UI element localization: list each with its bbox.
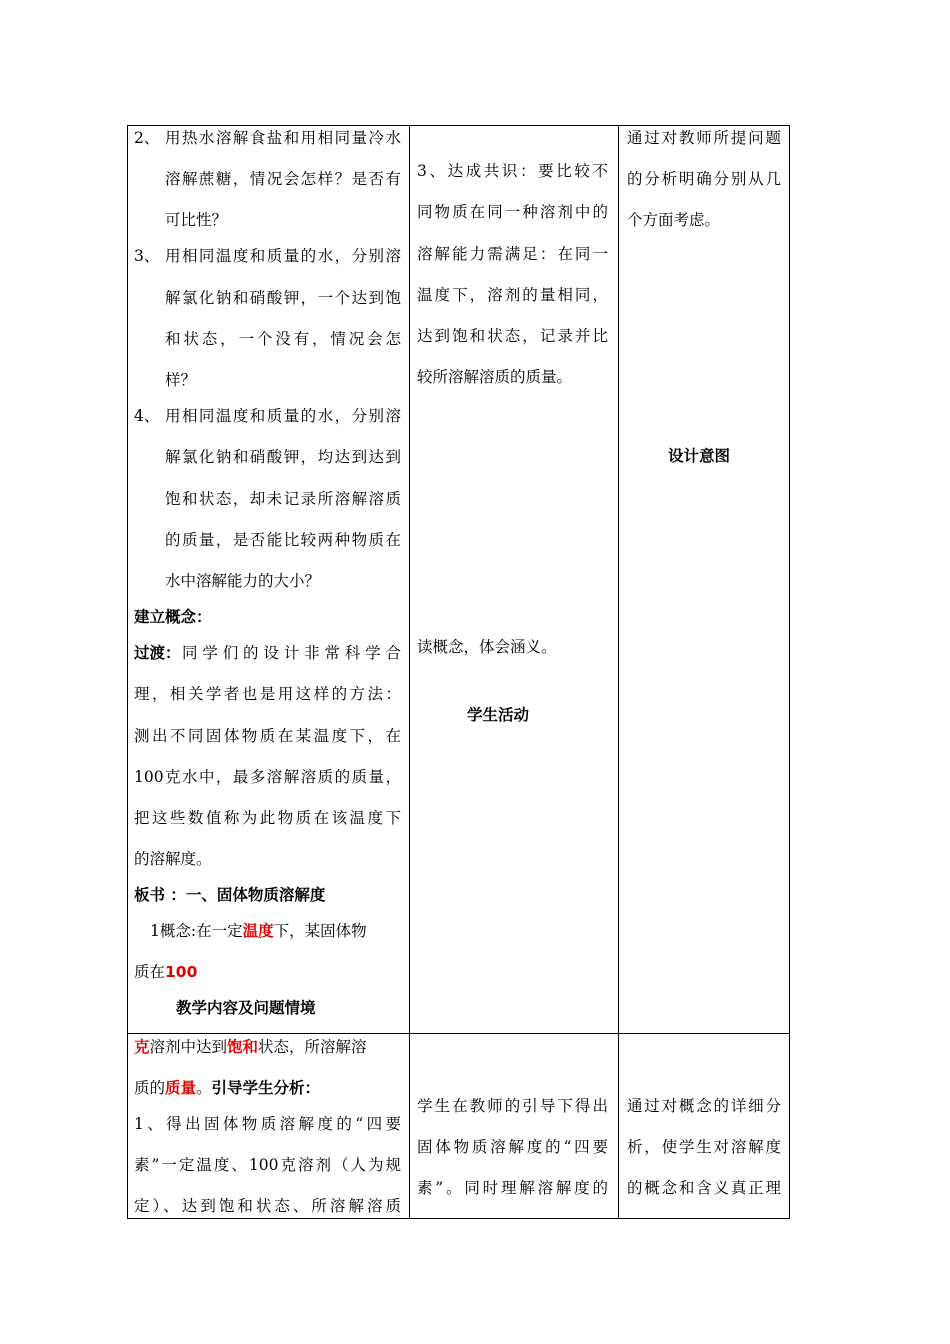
intent-line: 析，使学生对溶解度 [627,1138,781,1156]
q2-line: 用热水溶解食盐和用相同量冷水 [165,129,401,147]
definition-line [150,920,367,942]
content-highlight: 饱和 [227,1038,259,1056]
concept-heading: 建立概念： [134,608,212,626]
transition-line: 的溶解度。 [134,850,212,868]
intent-line: 的分析明确分别从几 [627,170,781,188]
intent-line: 通过对教师所提问题 [627,129,781,147]
column-header-content: 教学内容及问题情境 [176,999,316,1017]
q2-line: 可比性？ [165,211,228,229]
activity-line: 3、达成共识：要比较不 [417,162,608,180]
activity-line: 读概念，体会涵义。 [417,638,557,656]
activity-line: 温度下，溶剂的量相同， [417,286,608,304]
content-text: 溶剂中达到 [149,1038,228,1056]
content-line: 素”一定温度、100克溶剂（人为规 [134,1156,401,1174]
q3-line: 样？ [165,371,197,389]
definition-text: 下，某固体物 [273,922,367,940]
definition-highlight: 温度 [242,922,274,940]
q3-line: 解氯化钠和硝酸钾，一个达到饱 [165,289,401,307]
transition-line: 测出不同固体物质在某温度下，在 [134,727,401,745]
q3-number: 3、 [134,247,160,265]
q4-line: 水中溶解能力的大小？ [165,572,321,590]
content-line [134,1077,320,1099]
q4-line: 饱和状态，却未记录所溶解溶质 [165,490,401,508]
intent-line: 的概念和含义真正理 [627,1179,781,1197]
content-text: 质的 [134,1079,166,1097]
content-text: 。 [196,1079,212,1097]
definition-line [134,961,197,983]
definition-highlight: 100 [165,963,198,981]
q3-line: 用相同温度和质量的水，分别溶 [165,247,401,265]
activity-line: 学生在教师的引导下得出 [417,1097,608,1115]
transition-line: 同学们的设计非常科学合 [182,644,401,662]
intent-line: 个方面考虑。 [627,211,721,229]
transition-line: 把这些数值称为此物质在该温度下 [134,809,401,827]
content-line [134,1036,367,1058]
guide-heading: 引导学生分析： [211,1079,321,1097]
content-line: 定）、达到饱和状态、所溶解溶质 [134,1197,401,1215]
q3-line: 和状态，一个没有，情况会怎 [165,330,401,348]
transition-line: 100克水中，最多溶解溶质的质量， [134,768,401,786]
activity-line: 较所溶解溶质的质量。 [417,368,573,386]
board-heading: 板书 ：一、固体物质溶解度 [134,886,326,904]
transition-label: 过渡： [134,644,181,662]
content-highlight: 克 [134,1038,150,1056]
content-line: 1、得出固体物质溶解度的“四要 [134,1115,401,1133]
activity-line: 同物质在同一种溶剂中的 [417,203,608,221]
activity-line: 固体物质溶解度的“四要 [417,1138,608,1156]
definition-text: 质在 [134,963,166,981]
q4-line: 用相同温度和质量的水，分别溶 [165,407,401,425]
activity-line: 素”。同时理解溶解度的 [417,1179,608,1197]
transition-line: 理，相关学者也是用这样的方法： [134,685,401,703]
content-highlight: 质量 [165,1079,197,1097]
q4-line: 解氯化钠和硝酸钾，均达到达到 [165,448,401,466]
activity-line: 溶解能力需满足：在同一 [417,245,608,263]
column-header-intent: 设计意图 [668,447,731,465]
q4-line: 的质量，是否能比较两种物质在 [165,531,401,549]
intent-line: 通过对概念的详细分 [627,1097,781,1115]
activity-line: 达到饱和状态，记录并比 [417,327,608,345]
column-header-activity: 学生活动 [467,706,530,724]
q2-line: 溶解蔗糖，情况会怎样？是否有 [165,170,401,188]
definition-text: 1概念:在一定 [150,922,243,940]
content-text: 状态，所溶解溶 [258,1038,367,1056]
col-intent-cell [619,126,790,1034]
q4-number: 4、 [134,407,160,425]
q2-number: 2、 [134,129,160,147]
